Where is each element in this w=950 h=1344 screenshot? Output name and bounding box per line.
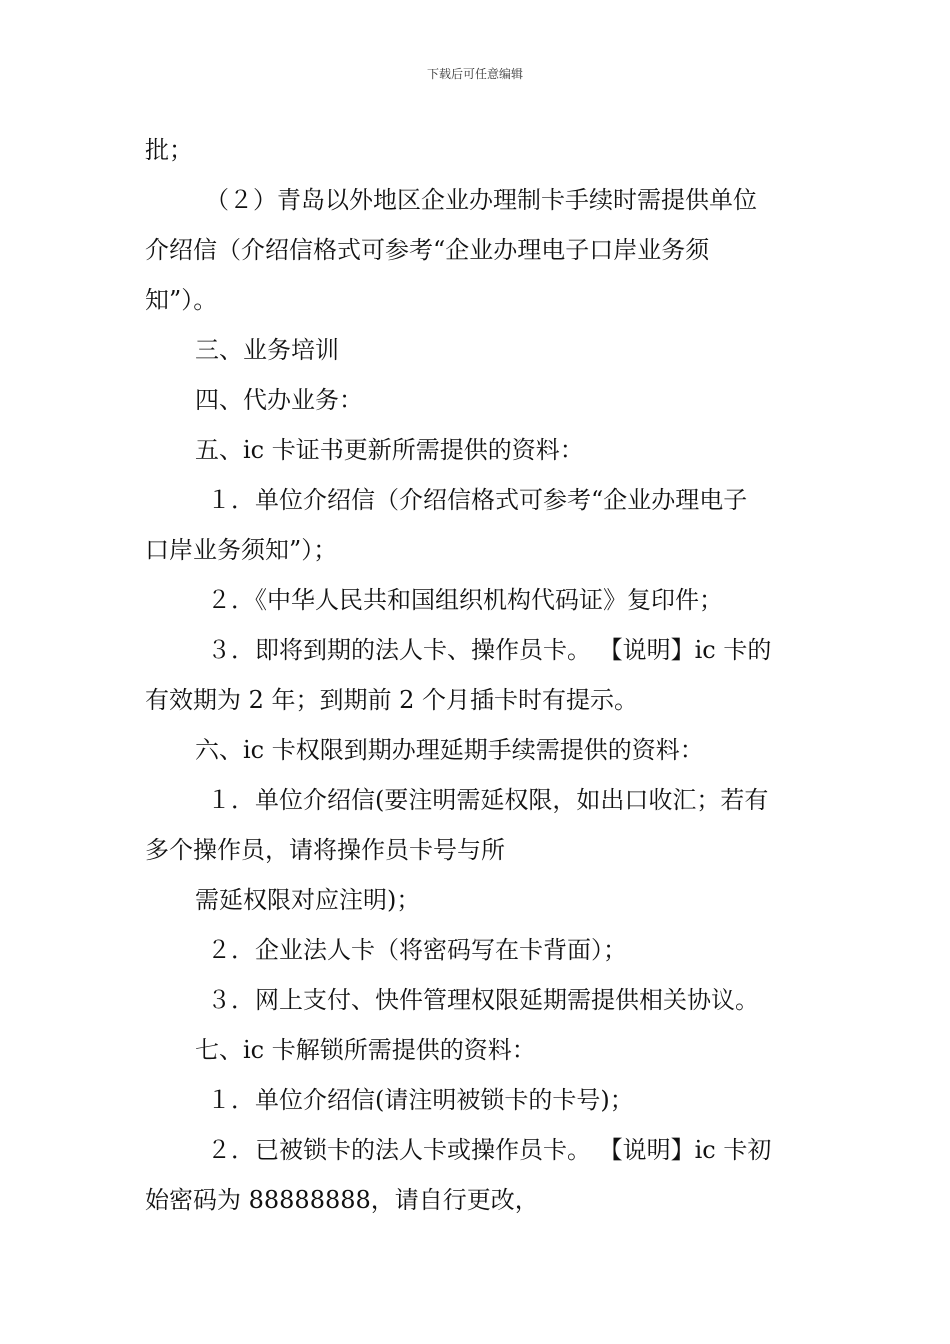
page-header: 下载后可任意编辑 (426, 67, 523, 81)
list-item: ２．已被锁卡的法人卡或操作员卡。 【说明】ic 卡初 (207, 1136, 772, 1164)
section-heading: 五、ic 卡证书更新所需提供的资料： (195, 436, 584, 464)
list-item: １．单位介绍信(请注明被锁卡的卡号)； (207, 1086, 634, 1114)
text-line: 始密码为 88888888，请自行更改， (145, 1186, 539, 1214)
text-line: 有效期为 2 年；到期前 2 个月插卡时有提示。 (145, 686, 639, 714)
list-item: ２．《中华人民共和国组织机构代码证》复印件； (207, 586, 723, 614)
text-line: 批； (145, 136, 193, 164)
text-line: 多个操作员，请将操作员卡号与所 (145, 836, 505, 864)
text-line: 需延权限对应注明)； (195, 886, 421, 914)
list-item: １．单位介绍信（介绍信格式可参考“企业办理电子 (207, 486, 748, 514)
list-item: ３．即将到期的法人卡、操作员卡。 【说明】ic 卡的 (207, 636, 772, 664)
text-line: （２）青岛以外地区企业办理制卡手续时需提供单位 (205, 186, 757, 214)
text-line: 介绍信（介绍信格式可参考“企业办理电子口岸业务须 (145, 236, 710, 264)
text-line: 口岸业务须知”）； (145, 536, 338, 564)
section-heading: 七、ic 卡解锁所需提供的资料： (195, 1036, 536, 1064)
list-item: ３．网上支付、快件管理权限延期需提供相关协议。 (207, 986, 759, 1014)
section-heading: 六、ic 卡权限到期办理延期手续需提供的资料： (195, 736, 704, 764)
text-line: 知”）。 (145, 286, 218, 314)
section-heading: 四、代办业务： (195, 386, 363, 414)
list-item: ２．企业法人卡（将密码写在卡背面）； (207, 936, 627, 964)
list-item: １．单位介绍信(要注明需延权限，如出口收汇；若有 (207, 786, 769, 814)
document-body (145, 125, 810, 1225)
section-heading: 三、业务培训 (195, 336, 339, 364)
